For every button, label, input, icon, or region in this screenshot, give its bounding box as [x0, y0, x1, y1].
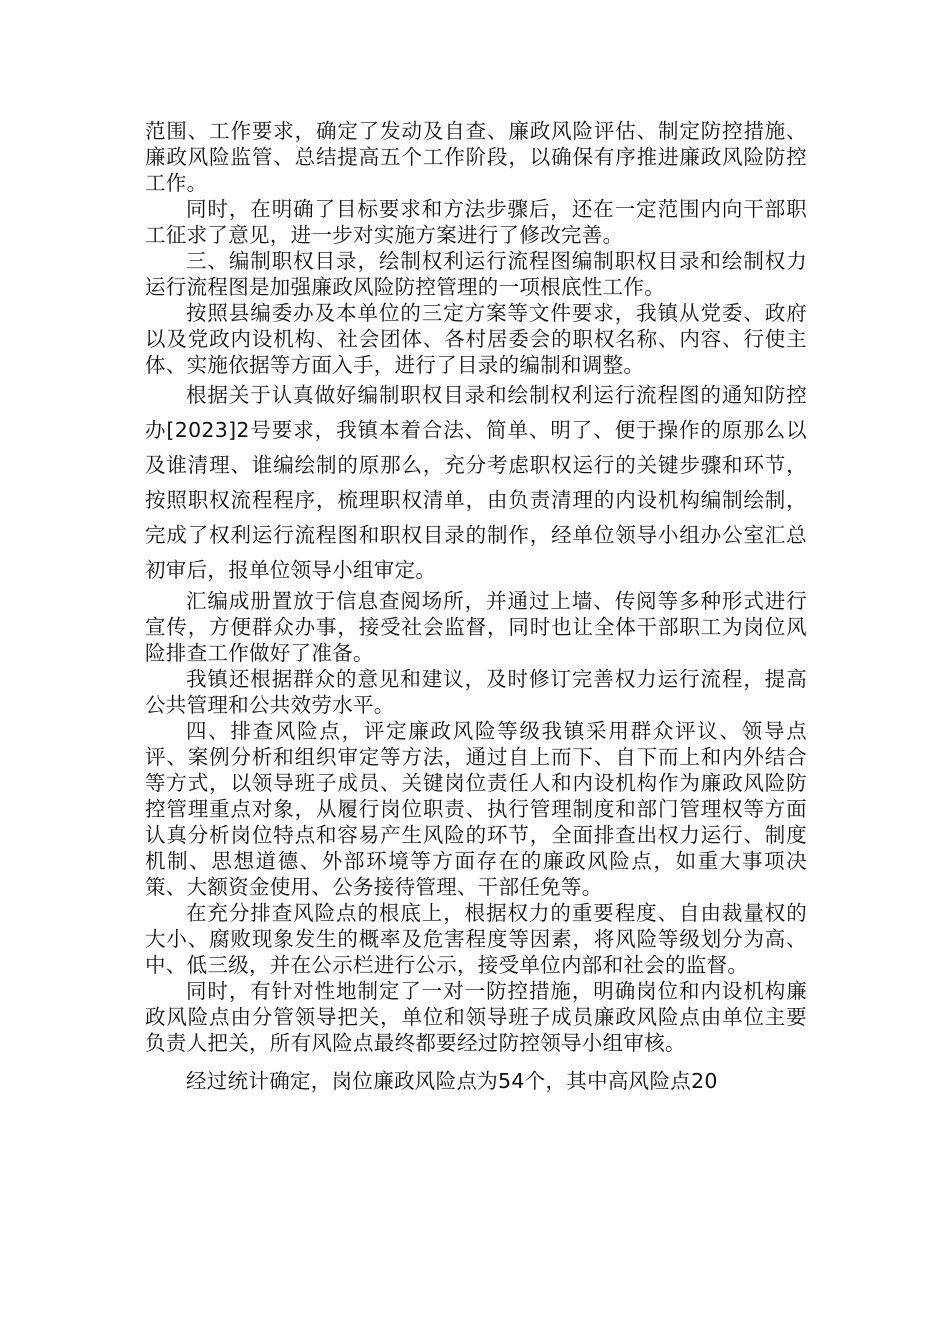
paragraph-6: 汇编成册置放于信息查阅场所，并通过上墙、传阅等多种形式进行宣传，方便群众办事，接受社会监督，同时也让全体干部职工为岗位风险排查工作做好了准备。 [145, 589, 807, 665]
paragraph-11: 经过统计确定，岗位廉政风险点为54个，其中高风险点20 [186, 1069, 718, 1093]
paragraph-10: 同时，有针对性地制定了一对一防控措施，明确岗位和内设机构廉政风险点由分管领导把关，单位和领导班子成员廉政风险点由单位主要负责人把关，所有风险点最终都要经过防控领导小组审核。 [145, 979, 807, 1055]
paragraph-1: 范围、工作要求，确定了发动及自查、廉政风险评估、制定防控措施、廉政风险监管、总结提高五个工作阶段，以确保有序推进廉政风险防控工作。 [145, 119, 807, 195]
paragraph-9: 在充分排查风险点的根底上，根据权力的重要程度、自由裁量权的大小、腐败现象发生的概率及危害程度等因素，将风险等级划分为高、中、低三级，并在公示栏进行公示，接受单位内部和社会的监督。 [145, 901, 807, 977]
paragraph-7: 我镇还根据群众的意见和建议，及时修订完善权力运行流程，提高公共管理和公共效劳水平。 [145, 667, 807, 717]
paragraph-5: 根据关于认真做好编制职权目录和绘制权利运行流程图的通知防控办[2023]2号要求，我镇本着合法、简单、明了、便于操作的原那么以及谁清理、谁编绘制的原那么，充分考虑职权运行的关键步骤和环节，按照职权流程程序，梳理职权清单，由负责清理的内设机构编制绘制，完成了权利运行流程图和职权目录的制作，经单位领导小组办公室汇总初审后，报单位领导小组审定。 [145, 383, 807, 582]
paragraph-4: 按照县编委办及本单位的三定方案等文件要求，我镇从党委、政府以及党政内设机构、社会团体、各村居委会的职权名称、内容、行使主体、实施依据等方面入手，进行了目录的编制和调整。 [145, 301, 807, 377]
document-body [145, 118, 807, 1099]
paragraph-8: 四、排查风险点，评定廉政风险等级我镇采用群众评议、领导点评、案例分析和组织审定等方法，通过自上而下、自下而上和内外结合等方式，以领导班子成员、关键岗位责任人和内设机构作为廉政风险防控管理重点对象，从履行岗位职责、执行管理制度和部门管理权等方面认真分析岗位特点和容易产生风险的环节，全面排查出权力运行、制度机制、思想道德、外部环境等方面存在的廉政风险点，如重大事项决策、大额资金使用、公务接待管理、干部任免等。 [145, 719, 807, 899]
paragraph-3: 三、编制职权目录，绘制权利运行流程图编制职权目录和绘制权力运行流程图是加强廉政风险防控管理的一项根底性工作。 [145, 249, 807, 299]
paragraph-2: 同时，在明确了目标要求和方法步骤后，还在一定范围内向干部职工征求了意见，进一步对实施方案进行了修改完善。 [145, 197, 807, 247]
